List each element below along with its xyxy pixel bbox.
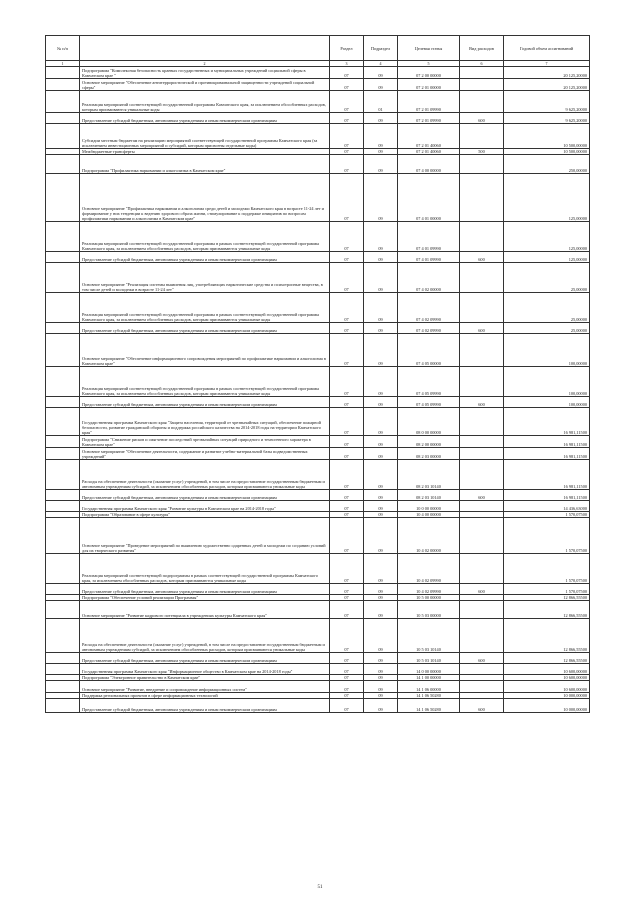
row-sum-cell: 16 981,11500: [504, 436, 590, 448]
row-expense-type-cell: 600: [460, 397, 504, 408]
row-section-cell: 07: [330, 67, 364, 79]
row-name-cell: Основное мероприятие "Развитие кадрового потенциала в учреждениях культуры Камчатского края": [80, 601, 330, 619]
row-name-cell: Государственная программа Камчатского края "Развитие культуры в Камчатском крае на 2014-2018 годы": [80, 501, 330, 512]
row-expense-type-cell: 600: [460, 584, 504, 595]
row-article-cell: 14 0 00 00000: [398, 664, 460, 675]
row-sum-cell: 125,00000: [504, 174, 590, 222]
row-article-cell: 07 4 05 09990: [398, 367, 460, 397]
row-section-cell: 07: [330, 174, 364, 222]
table-row: [46, 653, 590, 664]
row-number-cell: [46, 397, 80, 408]
row-number-cell: [46, 619, 80, 653]
row-section-cell: 07: [330, 619, 364, 653]
row-number-cell: [46, 323, 80, 334]
row-name-cell: Реализация мероприятий соответствующей государственной программы в рамках соответствующей государственной программы Камчатского края, за исключением обособленных расходов, которым присваиваются уникальные коды: [80, 367, 330, 397]
row-name-cell: Государственная программа Камчатского края "Защита населения, территорий от чрезвычайных ситуаций, обеспечение пожарной безопасности, развитие гражданской обороны и поддержка российского казачества на 2014-2018 годы на территории Камчатского края": [80, 408, 330, 436]
row-subsection-cell: 09: [364, 619, 398, 653]
row-article-cell: 07 4 01 09990: [398, 252, 460, 263]
row-name-cell: Подпрограмма "Обеспечение условий реализации Программы": [80, 595, 330, 601]
row-expense-type-cell: [460, 460, 504, 490]
row-name-cell: Основное мероприятие "Проведение мероприятий по выявлению художественно одаренных детей и молодежи по созданию условий для их творческого развития": [80, 518, 330, 554]
row-number-cell: [46, 222, 80, 252]
table-row: [46, 222, 590, 252]
row-subsection-cell: 09: [364, 334, 398, 367]
row-article-cell: 10 5 00 00000: [398, 595, 460, 601]
table-row: [46, 619, 590, 653]
row-subsection-cell: 09: [364, 113, 398, 124]
row-article-cell: 08 2 03 10140: [398, 460, 460, 490]
column-number: 7: [504, 61, 590, 67]
row-name-cell: Межбюджетные трансферты: [80, 149, 330, 155]
row-expense-type-cell: 600: [460, 699, 504, 713]
row-article-cell: 10 4 02 09990: [398, 554, 460, 584]
row-section-cell: 07: [330, 675, 364, 681]
row-sum-cell: 1 570,07500: [504, 518, 590, 554]
row-number-cell: [46, 155, 80, 174]
row-subsection-cell: 09: [364, 323, 398, 334]
row-number-cell: [46, 460, 80, 490]
header-subsection: Подраздел: [364, 36, 398, 61]
row-number-cell: [46, 699, 80, 713]
table-row: [46, 124, 590, 149]
row-number-cell: [46, 408, 80, 436]
row-sum-cell: 250,00000: [504, 155, 590, 174]
row-article-cell: 07 4 05 00000: [398, 334, 460, 367]
row-expense-type-cell: [460, 436, 504, 448]
row-name-cell: Основное мероприятие "Реализация системы выявления лиц, употребляющих наркотические средства и психотропные вещества, в том числе детей и молодежи в возрасте 11-24 лет": [80, 263, 330, 293]
table-row: [46, 584, 590, 595]
row-subsection-cell: 09: [364, 408, 398, 436]
row-section-cell: 07: [330, 653, 364, 664]
row-article-cell: 10 4 00 00000: [398, 512, 460, 518]
row-subsection-cell: 09: [364, 436, 398, 448]
row-number-cell: [46, 293, 80, 323]
row-name-cell: Реализация мероприятий соответствующей государственной программы Камчатского края, за исключением обособленных расходов, которым присваиваются уникальные коды: [80, 91, 330, 113]
table-row: [46, 664, 590, 675]
row-article-cell: 07 4 00 00000: [398, 155, 460, 174]
table-row: [46, 174, 590, 222]
row-number-cell: [46, 79, 80, 91]
row-article-cell: 07 2 01 00000: [398, 79, 460, 91]
row-subsection-cell: 09: [364, 155, 398, 174]
row-section-cell: 07: [330, 584, 364, 595]
table-row: [46, 448, 590, 460]
row-name-cell: Предоставление субсидий бюджетным, автономным учреждениям и иным некоммерческим организациям: [80, 323, 330, 334]
row-sum-cell: 16 981,11500: [504, 460, 590, 490]
table-row: [46, 252, 590, 263]
row-sum-cell: 10 500,00000: [504, 149, 590, 155]
row-name-cell: Расходы на обеспечение деятельности (оказание услуг) учреждений, в том числе на предоставление государственным бюджетным и автономным учреждениям субсидий, за исключением обособленных расходов, которым присваиваются уникальные коды: [80, 619, 330, 653]
row-section-cell: 07: [330, 490, 364, 501]
row-sum-cell: 100,00000: [504, 367, 590, 397]
row-name-cell: Реализация мероприятий соответствующей подпрограммы в рамках соответствующей государственной программы Камчатского края, за исключением обособленных расходов, которым присваиваются уникальные коды: [80, 554, 330, 584]
row-sum-cell: 25,00000: [504, 323, 590, 334]
row-name-cell: Основное мероприятие "Обеспечение антитеррористической и противокриминальной защищенности учреждений социальной сферы": [80, 79, 330, 91]
row-subsection-cell: 09: [364, 79, 398, 91]
table-row: [46, 113, 590, 124]
row-expense-type-cell: [460, 601, 504, 619]
row-subsection-cell: 09: [364, 584, 398, 595]
row-sum-cell: 25,00000: [504, 293, 590, 323]
row-sum-cell: 25,00000: [504, 263, 590, 293]
row-section-cell: 07: [330, 408, 364, 436]
table-row: [46, 323, 590, 334]
row-number-cell: [46, 601, 80, 619]
row-name-cell: Подпрограмма "Снижение рисков и смягчение последствий чрезвычайных ситуаций природного и техногенного характера в Камчатском крае": [80, 436, 330, 448]
row-subsection-cell: 09: [364, 501, 398, 512]
row-sum-cell: 16 981,11500: [504, 490, 590, 501]
row-expense-type-cell: [460, 263, 504, 293]
row-expense-type-cell: [460, 293, 504, 323]
row-expense-type-cell: [460, 67, 504, 79]
row-name-cell: Субсидии местным бюджетам на реализацию мероприятий соответствующей государственной программы Камчатского края (за исключением инвестиционных мероприятий и субсидий, которым присвоены отдельные коды): [80, 124, 330, 149]
header-name: [80, 36, 330, 61]
row-section-cell: 07: [330, 681, 364, 693]
row-article-cell: 07 4 02 09990: [398, 293, 460, 323]
row-section-cell: 07: [330, 323, 364, 334]
row-name-cell: Государственная программа Камчатского края "Информационное общество в Камчатском крае на 2014-2018 годы": [80, 664, 330, 675]
row-number-cell: [46, 501, 80, 512]
row-number-cell: [46, 681, 80, 693]
row-article-cell: 08 2 03 10140: [398, 490, 460, 501]
row-expense-type-cell: 600: [460, 653, 504, 664]
row-sum-cell: 12 866,55500: [504, 601, 590, 619]
row-number-cell: [46, 263, 80, 293]
row-name-cell: Подпрограмма "Электронное правительство в Камчатском крае": [80, 675, 330, 681]
row-name-cell: Расходы на обеспечение деятельности (оказание услуг) учреждений, в том числе на предоставление государственным бюджетным и автономным учреждениям субсидий, за исключением обособленных расходов, которым присваиваются уникальные коды: [80, 460, 330, 490]
row-sum-cell: 10 000,00000: [504, 699, 590, 713]
column-number: 4: [364, 61, 398, 67]
table-row: [46, 263, 590, 293]
row-subsection-cell: 09: [364, 595, 398, 601]
row-section-cell: 07: [330, 124, 364, 149]
row-number-cell: [46, 252, 80, 263]
table-row: [46, 436, 590, 448]
row-sum-cell: 16 981,11500: [504, 448, 590, 460]
row-section-cell: 07: [330, 397, 364, 408]
row-article-cell: 14 1 06 50280: [398, 693, 460, 699]
row-sum-cell: 14 436,63000: [504, 501, 590, 512]
row-sum-cell: 10 600,00000: [504, 675, 590, 681]
row-article-cell: 07 2 01 09990: [398, 113, 460, 124]
row-expense-type-cell: 600: [460, 252, 504, 263]
row-section-cell: 07: [330, 149, 364, 155]
row-sum-cell: 10 600,00000: [504, 664, 590, 675]
table-row: [46, 681, 590, 693]
row-number-cell: [46, 653, 80, 664]
row-name-cell: Подпрограмма "Профилактика наркомании и алкоголизма в Камчатском крае": [80, 155, 330, 174]
row-number-cell: [46, 334, 80, 367]
row-article-cell: 08 2 00 00000: [398, 436, 460, 448]
row-subsection-cell: 09: [364, 490, 398, 501]
row-subsection-cell: 01: [364, 91, 398, 113]
row-subsection-cell: 09: [364, 675, 398, 681]
row-expense-type-cell: [460, 408, 504, 436]
table-row: [46, 408, 590, 436]
column-number: 3: [330, 61, 364, 67]
row-number-cell: [46, 113, 80, 124]
row-expense-type-cell: [460, 155, 504, 174]
row-subsection-cell: 09: [364, 124, 398, 149]
column-number: 6: [460, 61, 504, 67]
row-section-cell: 07: [330, 448, 364, 460]
row-expense-type-cell: 600: [460, 113, 504, 124]
row-subsection-cell: 09: [364, 512, 398, 518]
row-subsection-cell: 09: [364, 397, 398, 408]
row-section-cell: 07: [330, 91, 364, 113]
table-row: [46, 601, 590, 619]
row-article-cell: 08 0 00 00000: [398, 408, 460, 436]
row-number-cell: [46, 367, 80, 397]
row-section-cell: 07: [330, 334, 364, 367]
row-sum-cell: 100,00000: [504, 397, 590, 408]
row-expense-type-cell: [460, 79, 504, 91]
row-number-cell: [46, 554, 80, 584]
row-section-cell: 07: [330, 367, 364, 397]
row-expense-type-cell: [460, 664, 504, 675]
row-section-cell: 07: [330, 601, 364, 619]
row-subsection-cell: 09: [364, 664, 398, 675]
row-article-cell: 08 2 03 00000: [398, 448, 460, 460]
row-article-cell: 10 4 02 00000: [398, 518, 460, 554]
row-article-cell: 07 4 02 09990: [398, 323, 460, 334]
row-name-cell: Предоставление субсидий бюджетным, автономным учреждениям и иным некоммерческим организациям: [80, 653, 330, 664]
table-row: [46, 518, 590, 554]
row-name-cell: Предоставление субсидий бюджетным, автономным учреждениям и иным некоммерческим организациям: [80, 584, 330, 595]
row-sum-cell: 20 125,20000: [504, 67, 590, 79]
row-expense-type-cell: [460, 334, 504, 367]
row-name-cell: Основное мероприятие "Обеспечение деятельности, содержание и развитие учебно-материальной базы подведомственных учреждений": [80, 448, 330, 460]
row-expense-type-cell: 600: [460, 490, 504, 501]
row-section-cell: 07: [330, 113, 364, 124]
row-number-cell: [46, 174, 80, 222]
table-row: [46, 699, 590, 713]
row-article-cell: 14 1 06 50280: [398, 699, 460, 713]
row-expense-type-cell: [460, 681, 504, 693]
column-number: 2: [80, 61, 330, 67]
row-subsection-cell: 09: [364, 222, 398, 252]
row-name-cell: Основное мероприятие "Профилактика наркомании и алкоголизма среди детей и молодежи Камчатского края в возрасте 11-24 лет и формирование у них тенденции к ведению здорового образа жизни, стимулирование к поддержке инициатив по вопросам профилактики наркомании и алкоголизма в Камчатском крае": [80, 174, 330, 222]
row-sum-cell: 125,00000: [504, 222, 590, 252]
row-number-cell: [46, 91, 80, 113]
row-section-cell: 07: [330, 263, 364, 293]
row-section-cell: 07: [330, 252, 364, 263]
column-number: 5: [398, 61, 460, 67]
table-row: [46, 460, 590, 490]
row-section-cell: 07: [330, 518, 364, 554]
row-article-cell: 07 4 01 09990: [398, 222, 460, 252]
row-sum-cell: 16 981,11500: [504, 408, 590, 436]
row-subsection-cell: 09: [364, 367, 398, 397]
row-subsection-cell: 09: [364, 263, 398, 293]
page-number: 51: [317, 885, 323, 890]
row-subsection-cell: 09: [364, 518, 398, 554]
table-header-row: [46, 36, 590, 61]
row-subsection-cell: 09: [364, 149, 398, 155]
row-sum-cell: 9 625,20000: [504, 113, 590, 124]
row-sum-cell: 125,00000: [504, 252, 590, 263]
row-article-cell: 10 4 02 09990: [398, 584, 460, 595]
row-number-cell: [46, 518, 80, 554]
row-article-cell: 14 1 00 00000: [398, 675, 460, 681]
row-sum-cell: 9 625,20000: [504, 91, 590, 113]
row-section-cell: 07: [330, 222, 364, 252]
header-sum: Годовой объем ассигнований: [504, 36, 590, 61]
row-subsection-cell: 09: [364, 448, 398, 460]
row-subsection-cell: 09: [364, 293, 398, 323]
row-expense-type-cell: 500: [460, 149, 504, 155]
row-sum-cell: 1 570,07500: [504, 512, 590, 518]
row-number-cell: [46, 664, 80, 675]
row-name-cell: Предоставление субсидий бюджетным, автономным учреждениям и иным некоммерческим организациям: [80, 699, 330, 713]
row-section-cell: 07: [330, 554, 364, 584]
row-number-cell: [46, 124, 80, 149]
table-body: [46, 67, 590, 713]
row-name-cell: Подпрограмма "Образование в сфере культуры": [80, 512, 330, 518]
row-name-cell: Предоставление субсидий бюджетным, автономным учреждениям и иным некоммерческим организациям: [80, 490, 330, 501]
table-row: [46, 501, 590, 512]
row-section-cell: 07: [330, 693, 364, 699]
row-sum-cell: 10 000,00000: [504, 693, 590, 699]
row-section-cell: 07: [330, 595, 364, 601]
row-sum-cell: 100,00000: [504, 334, 590, 367]
header-expense-type: Вид расходов: [460, 36, 504, 61]
table-row: [46, 554, 590, 584]
row-subsection-cell: 09: [364, 699, 398, 713]
budget-table: [45, 35, 590, 713]
table-row: [46, 397, 590, 408]
row-subsection-cell: 09: [364, 67, 398, 79]
row-subsection-cell: 09: [364, 554, 398, 584]
table-row: [46, 490, 590, 501]
row-subsection-cell: 09: [364, 174, 398, 222]
row-article-cell: 07 4 05 09990: [398, 397, 460, 408]
row-subsection-cell: 09: [364, 460, 398, 490]
row-article-cell: 10 5 03 00000: [398, 601, 460, 619]
row-expense-type-cell: 600: [460, 323, 504, 334]
row-expense-type-cell: [460, 367, 504, 397]
row-expense-type-cell: [460, 174, 504, 222]
row-name-cell: Подпрограмма "Комплексная безопасность краевых государственных и муниципальных учреждений социальной сферы в Камчатском крае ": [80, 67, 330, 79]
row-name-cell: Реализация мероприятий соответствующей государственной программы в рамках соответствующей государственной программы Камчатского края, за исключением обособленных расходов, которым присваиваются уникальные коды: [80, 293, 330, 323]
row-subsection-cell: 09: [364, 653, 398, 664]
header-num: № п/п: [46, 36, 80, 61]
column-number: 1: [46, 61, 80, 67]
row-section-cell: 07: [330, 699, 364, 713]
row-name-cell: Предоставление субсидий бюджетным, автономным учреждениям и иным некоммерческим организациям: [80, 113, 330, 124]
table-row: [46, 293, 590, 323]
row-name-cell: Основное мероприятие "Обеспечение информационного сопровождения мероприятий по профилактике наркомании и алкоголизма в Камчатском крае": [80, 334, 330, 367]
row-article-cell: 10 5 03 10140: [398, 619, 460, 653]
row-section-cell: 07: [330, 436, 364, 448]
row-name-cell: Предоставление субсидий бюджетным, автономным учреждениям и иным некоммерческим организациям: [80, 252, 330, 263]
row-sum-cell: 1 570,07500: [504, 554, 590, 584]
table-row: [46, 67, 590, 79]
row-article-cell: 07 4 01 00000: [398, 174, 460, 222]
row-article-cell: 14 1 06 00000: [398, 681, 460, 693]
row-article-cell: 07 2 01 40060: [398, 124, 460, 149]
table-row: [46, 79, 590, 91]
row-name-cell: Реализация мероприятий соответствующей государственной программы в рамках соответствующей государственной программы Камчатского края, за исключением обособленных расходов, которым присваиваются уникальные коды: [80, 222, 330, 252]
row-article-cell: 10 5 03 10140: [398, 653, 460, 664]
row-expense-type-cell: [460, 91, 504, 113]
row-number-cell: [46, 436, 80, 448]
row-name-cell: Предоставление субсидий бюджетным, автономным учреждениям и иным некоммерческим организациям: [80, 397, 330, 408]
row-subsection-cell: 09: [364, 681, 398, 693]
row-section-cell: 07: [330, 512, 364, 518]
row-sum-cell: 12 866,55500: [504, 595, 590, 601]
table-row: [46, 367, 590, 397]
row-sum-cell: 20 125,20000: [504, 79, 590, 91]
row-article-cell: 07 2 01 09990: [398, 91, 460, 113]
table-row: [46, 334, 590, 367]
row-section-cell: 07: [330, 460, 364, 490]
row-expense-type-cell: [460, 619, 504, 653]
row-section-cell: 07: [330, 293, 364, 323]
row-article-cell: 07 2 00 00000: [398, 67, 460, 79]
row-section-cell: 07: [330, 664, 364, 675]
row-subsection-cell: 09: [364, 252, 398, 263]
row-section-cell: 07: [330, 501, 364, 512]
row-name-cell: Поддержка региональных проектов в сфере информационных технологий: [80, 693, 330, 699]
row-expense-type-cell: [460, 124, 504, 149]
row-expense-type-cell: [460, 222, 504, 252]
row-sum-cell: 12 866,55500: [504, 619, 590, 653]
row-article-cell: 07 2 01 40060: [398, 149, 460, 155]
row-number-cell: [46, 584, 80, 595]
row-number-cell: [46, 67, 80, 79]
row-number-cell: [46, 448, 80, 460]
row-section-cell: 07: [330, 79, 364, 91]
row-section-cell: 07: [330, 155, 364, 174]
row-name-cell: Основное мероприятие "Развитие, внедрение и сопровождение информационных систем": [80, 681, 330, 693]
row-article-cell: 07 4 02 00000: [398, 263, 460, 293]
row-subsection-cell: 09: [364, 693, 398, 699]
row-expense-type-cell: [460, 518, 504, 554]
row-sum-cell: 12 866,55500: [504, 653, 590, 664]
row-expense-type-cell: [460, 501, 504, 512]
table-row: [46, 91, 590, 113]
table-row: [46, 155, 590, 174]
header-section: Раздел: [330, 36, 364, 61]
row-sum-cell: 1 570,07500: [504, 584, 590, 595]
row-sum-cell: 10 500,00000: [504, 124, 590, 149]
row-subsection-cell: 09: [364, 601, 398, 619]
row-expense-type-cell: [460, 448, 504, 460]
header-article: Целевая статья: [398, 36, 460, 61]
row-article-cell: 10 0 00 00000: [398, 501, 460, 512]
row-expense-type-cell: [460, 554, 504, 584]
row-sum-cell: 10 600,00000: [504, 681, 590, 693]
row-number-cell: [46, 490, 80, 501]
